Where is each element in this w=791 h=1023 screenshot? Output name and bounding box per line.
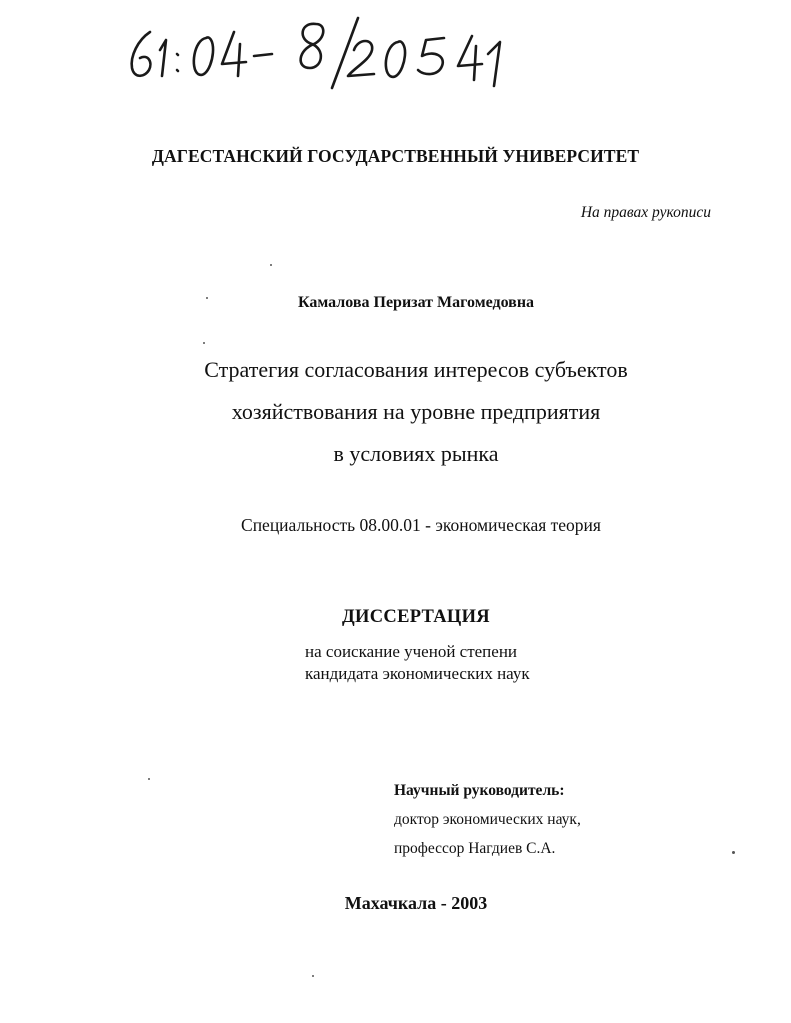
title-line: в условиях рынка [333, 441, 499, 466]
dissertation-title [0, 349, 791, 475]
dissertation-heading: ДИССЕРТАЦИЯ [342, 607, 490, 627]
scan-speck [148, 778, 150, 780]
supervisor-name: профессор Нагдиев С.А. [394, 840, 556, 857]
city-and-year: Махачкала - 2003 [344, 893, 488, 913]
university-name: ДАГЕСТАНСКИЙ ГОСУДАРСТВЕННЫЙ УНИВЕРСИТЕТ [151, 146, 640, 166]
degree-line: на соискание ученой степени [305, 642, 518, 661]
handwritten-archive-number [122, 10, 522, 100]
manuscript-rights-note: На правах рукописи [580, 204, 711, 221]
scan-speck [732, 851, 735, 854]
scan-speck [312, 975, 314, 977]
supervisor-label: Научный руководитель: [394, 782, 565, 799]
title-line: Стратегия согласования интересов субъектов [204, 357, 628, 382]
supervisor-degree: доктор экономических наук, [394, 811, 581, 828]
degree-line: кандидата экономических наук [305, 664, 530, 683]
scan-speck [206, 297, 208, 299]
title-line: хозяйствования на уровне предприятия [231, 399, 601, 424]
author-name: Камалова Перизат Магомедовна [297, 294, 535, 311]
scan-speck [270, 264, 272, 266]
specialty: Специальность 08.00.01 - экономическая теория [241, 515, 601, 535]
degree-description [305, 641, 530, 685]
scan-speck [203, 342, 205, 344]
supervisor-block [394, 776, 581, 863]
